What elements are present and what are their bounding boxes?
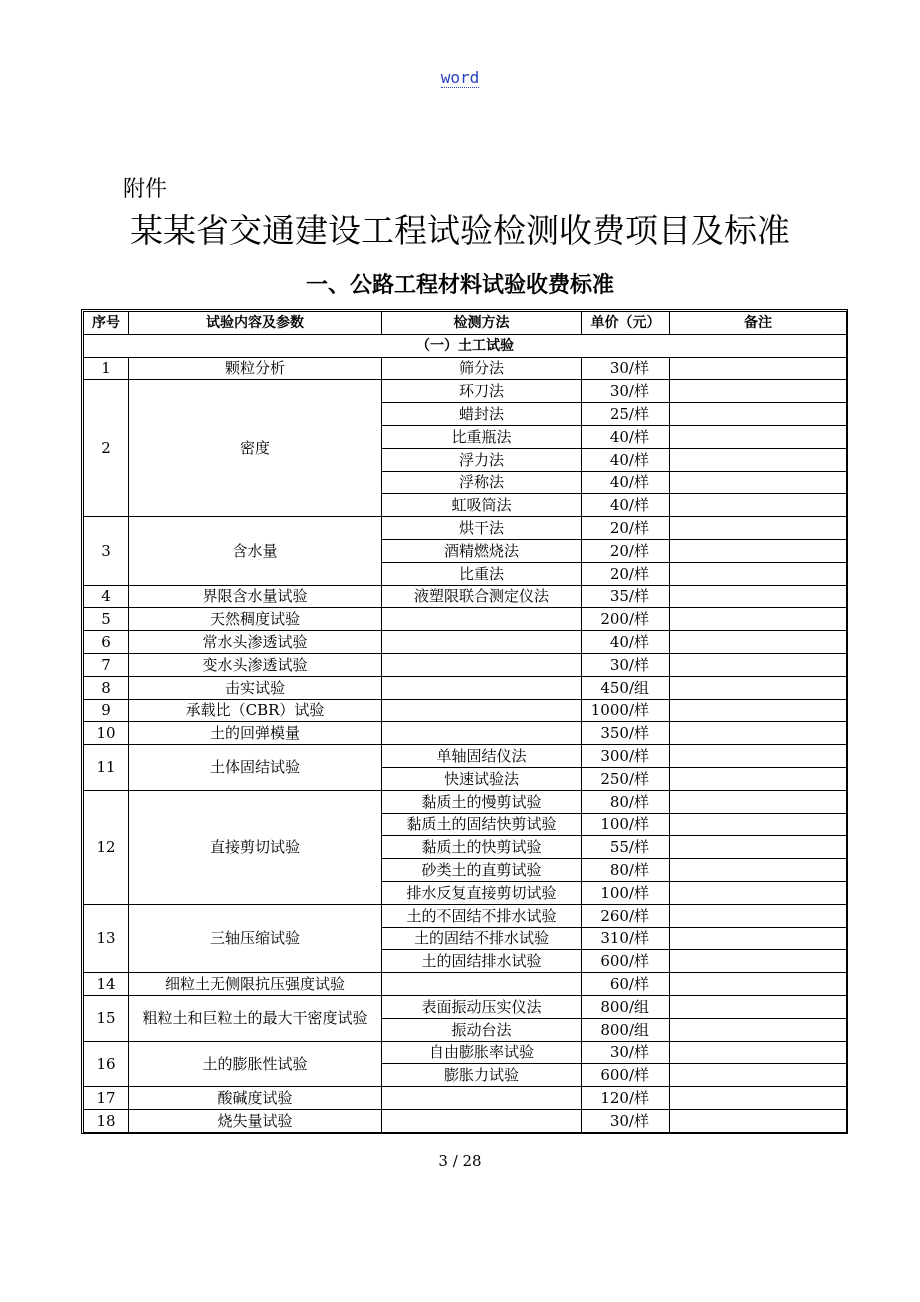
cell-remark — [670, 585, 847, 608]
cell-method — [382, 676, 582, 699]
table-row — [84, 1087, 847, 1110]
cell-method — [382, 1087, 582, 1110]
table-row — [84, 1109, 847, 1132]
cell-remark — [670, 904, 847, 927]
cell-remark — [670, 995, 847, 1018]
cell-price: 350/样 — [582, 722, 670, 745]
cell-remark — [670, 676, 847, 699]
cell-price: 800/组 — [582, 995, 670, 1018]
cell-price: 40/样 — [582, 448, 670, 471]
cell-price: 30/样 — [582, 380, 670, 403]
cell-remark — [670, 767, 847, 790]
cell-method: 烘干法 — [382, 517, 582, 540]
cell-no: 6 — [84, 631, 129, 654]
table-row — [84, 585, 847, 608]
table-row — [84, 722, 847, 745]
cell-item: 承载比（CBR）试验 — [129, 699, 382, 722]
cell-price: 1000/样 — [582, 699, 670, 722]
cell-price: 600/样 — [582, 950, 670, 973]
cell-item: 天然稠度试验 — [129, 608, 382, 631]
cell-remark — [670, 517, 847, 540]
cell-price: 250/样 — [582, 767, 670, 790]
header-cell-remark: 备注 — [670, 312, 847, 335]
table-row — [84, 357, 847, 380]
cell-no: 8 — [84, 676, 129, 699]
cell-method: 自由膨胀率试验 — [382, 1041, 582, 1064]
cell-price: 30/样 — [582, 653, 670, 676]
cell-price: 35/样 — [582, 585, 670, 608]
cell-remark — [670, 790, 847, 813]
cell-remark — [670, 745, 847, 768]
page-number — [0, 1152, 920, 1170]
cell-item: 直接剪切试验 — [129, 790, 382, 904]
table-row — [84, 631, 847, 654]
cell-remark — [670, 1041, 847, 1064]
cell-method: 黏质土的慢剪试验 — [382, 790, 582, 813]
cell-remark — [670, 425, 847, 448]
section-title: （一）土工试验 — [84, 334, 847, 357]
cell-item: 土体固结试验 — [129, 745, 382, 791]
cell-method: 土的不固结不排水试验 — [382, 904, 582, 927]
cell-method: 膨胀力试验 — [382, 1064, 582, 1087]
header-cell-price: 单价（元） — [582, 312, 670, 335]
cell-no: 16 — [84, 1041, 129, 1087]
cell-method: 快速试验法 — [382, 767, 582, 790]
cell-no: 9 — [84, 699, 129, 722]
cell-remark — [670, 562, 847, 585]
cell-no: 14 — [84, 973, 129, 996]
cell-no: 17 — [84, 1087, 129, 1110]
table-row — [84, 995, 847, 1018]
cell-no: 3 — [84, 517, 129, 585]
cell-no: 10 — [84, 722, 129, 745]
cell-price: 55/样 — [582, 836, 670, 859]
header-word-text[interactable]: word — [440, 68, 480, 87]
cell-method: 蜡封法 — [382, 403, 582, 426]
cell-remark — [670, 357, 847, 380]
cell-method — [382, 722, 582, 745]
cell-price: 310/样 — [582, 927, 670, 950]
cell-no: 15 — [84, 995, 129, 1041]
cell-price: 800/组 — [582, 1018, 670, 1041]
cell-method: 排水反复直接剪切试验 — [382, 881, 582, 904]
cell-remark — [670, 448, 847, 471]
cell-remark — [670, 1109, 847, 1132]
cell-remark — [670, 699, 847, 722]
cell-item: 含水量 — [129, 517, 382, 585]
attachment-label: 附件 — [123, 177, 168, 202]
cell-remark — [670, 631, 847, 654]
cell-method: 黏质土的固结快剪试验 — [382, 813, 582, 836]
cell-no: 2 — [84, 380, 129, 517]
table-row — [84, 676, 847, 699]
cell-item: 粗粒土和巨粒土的最大干密度试验 — [129, 995, 382, 1041]
header-word-link[interactable] — [0, 68, 920, 87]
cell-item: 变水头渗透试验 — [129, 653, 382, 676]
cell-price: 25/样 — [582, 403, 670, 426]
cell-method: 浮力法 — [382, 448, 582, 471]
cell-item: 土的回弹模量 — [129, 722, 382, 745]
table-row — [84, 790, 847, 813]
page-separator: / — [447, 1152, 463, 1170]
fee-table — [83, 311, 847, 1133]
cell-price: 40/样 — [582, 631, 670, 654]
cell-method — [382, 631, 582, 654]
cell-method: 振动台法 — [382, 1018, 582, 1041]
cell-remark — [670, 1064, 847, 1087]
document-title: 某某省交通建设工程试验检测收费项目及标准 — [130, 211, 790, 250]
cell-remark — [670, 380, 847, 403]
cell-price: 20/样 — [582, 517, 670, 540]
cell-remark — [670, 927, 847, 950]
cell-item: 密度 — [129, 380, 382, 517]
cell-no: 11 — [84, 745, 129, 791]
cell-item: 三轴压缩试验 — [129, 904, 382, 972]
cell-remark — [670, 1018, 847, 1041]
cell-price: 60/样 — [582, 973, 670, 996]
cell-method: 筛分法 — [382, 357, 582, 380]
cell-no: 1 — [84, 357, 129, 380]
cell-item: 烧失量试验 — [129, 1109, 382, 1132]
cell-remark — [670, 859, 847, 882]
section-row — [84, 334, 847, 357]
cell-method: 砂类土的直剪试验 — [382, 859, 582, 882]
cell-method: 虹吸筒法 — [382, 494, 582, 517]
cell-price: 200/样 — [582, 608, 670, 631]
cell-no: 18 — [84, 1109, 129, 1132]
table-row — [84, 653, 847, 676]
cell-item: 土的膨胀性试验 — [129, 1041, 382, 1087]
cell-remark — [670, 973, 847, 996]
table-row — [84, 745, 847, 768]
cell-item: 酸碱度试验 — [129, 1087, 382, 1110]
cell-remark — [670, 813, 847, 836]
table-row — [84, 380, 847, 403]
cell-method — [382, 608, 582, 631]
table-row — [84, 1041, 847, 1064]
table-row — [84, 608, 847, 631]
header-cell-item: 试验内容及参数 — [129, 312, 382, 335]
page-total: 28 — [462, 1152, 482, 1170]
cell-method: 土的固结排水试验 — [382, 950, 582, 973]
cell-remark — [670, 494, 847, 517]
cell-method: 液塑限联合测定仪法 — [382, 585, 582, 608]
cell-price: 40/样 — [582, 425, 670, 448]
table-row — [84, 904, 847, 927]
cell-price: 40/样 — [582, 494, 670, 517]
cell-price: 100/样 — [582, 881, 670, 904]
cell-remark — [670, 471, 847, 494]
cell-remark — [670, 836, 847, 859]
cell-item: 常水头渗透试验 — [129, 631, 382, 654]
cell-price: 120/样 — [582, 1087, 670, 1110]
cell-no: 5 — [84, 608, 129, 631]
cell-price: 300/样 — [582, 745, 670, 768]
cell-price: 100/样 — [582, 813, 670, 836]
cell-price: 80/样 — [582, 790, 670, 813]
cell-price: 30/样 — [582, 1041, 670, 1064]
cell-remark — [670, 881, 847, 904]
cell-method: 比重法 — [382, 562, 582, 585]
cell-price: 80/样 — [582, 859, 670, 882]
cell-no: 7 — [84, 653, 129, 676]
cell-price: 450/组 — [582, 676, 670, 699]
cell-remark — [670, 403, 847, 426]
cell-price: 20/样 — [582, 539, 670, 562]
table-row — [84, 973, 847, 996]
cell-method: 单轴固结仪法 — [382, 745, 582, 768]
cell-remark — [670, 1087, 847, 1110]
header-cell-no: 序号 — [84, 312, 129, 335]
table-header-row — [84, 312, 847, 335]
table-row — [84, 517, 847, 540]
cell-method — [382, 973, 582, 996]
cell-method — [382, 699, 582, 722]
cell-method: 比重瓶法 — [382, 425, 582, 448]
cell-remark — [670, 722, 847, 745]
cell-item: 细粒土无侧限抗压强度试验 — [129, 973, 382, 996]
cell-method: 表面振动压实仪法 — [382, 995, 582, 1018]
cell-method: 酒精燃烧法 — [382, 539, 582, 562]
cell-no: 13 — [84, 904, 129, 972]
cell-no: 4 — [84, 585, 129, 608]
cell-no: 12 — [84, 790, 129, 904]
page-current: 3 — [438, 1152, 448, 1170]
header-cell-method: 检测方法 — [382, 312, 582, 335]
cell-item: 颗粒分析 — [129, 357, 382, 380]
table-row — [84, 699, 847, 722]
cell-remark — [670, 539, 847, 562]
cell-item: 界限含水量试验 — [129, 585, 382, 608]
cell-item: 击实试验 — [129, 676, 382, 699]
section-heading: 一、公路工程材料试验收费标准 — [305, 273, 614, 298]
cell-method: 浮称法 — [382, 471, 582, 494]
cell-price: 600/样 — [582, 1064, 670, 1087]
cell-method: 黏质土的快剪试验 — [382, 836, 582, 859]
cell-remark — [670, 950, 847, 973]
cell-price: 30/样 — [582, 357, 670, 380]
cell-method — [382, 1109, 582, 1132]
cell-method: 环刀法 — [382, 380, 582, 403]
cell-price: 40/样 — [582, 471, 670, 494]
cell-price: 20/样 — [582, 562, 670, 585]
cell-method — [382, 653, 582, 676]
cell-remark — [670, 608, 847, 631]
cell-price: 260/样 — [582, 904, 670, 927]
cell-method: 土的固结不排水试验 — [382, 927, 582, 950]
cell-price: 30/样 — [582, 1109, 670, 1132]
cell-remark — [670, 653, 847, 676]
